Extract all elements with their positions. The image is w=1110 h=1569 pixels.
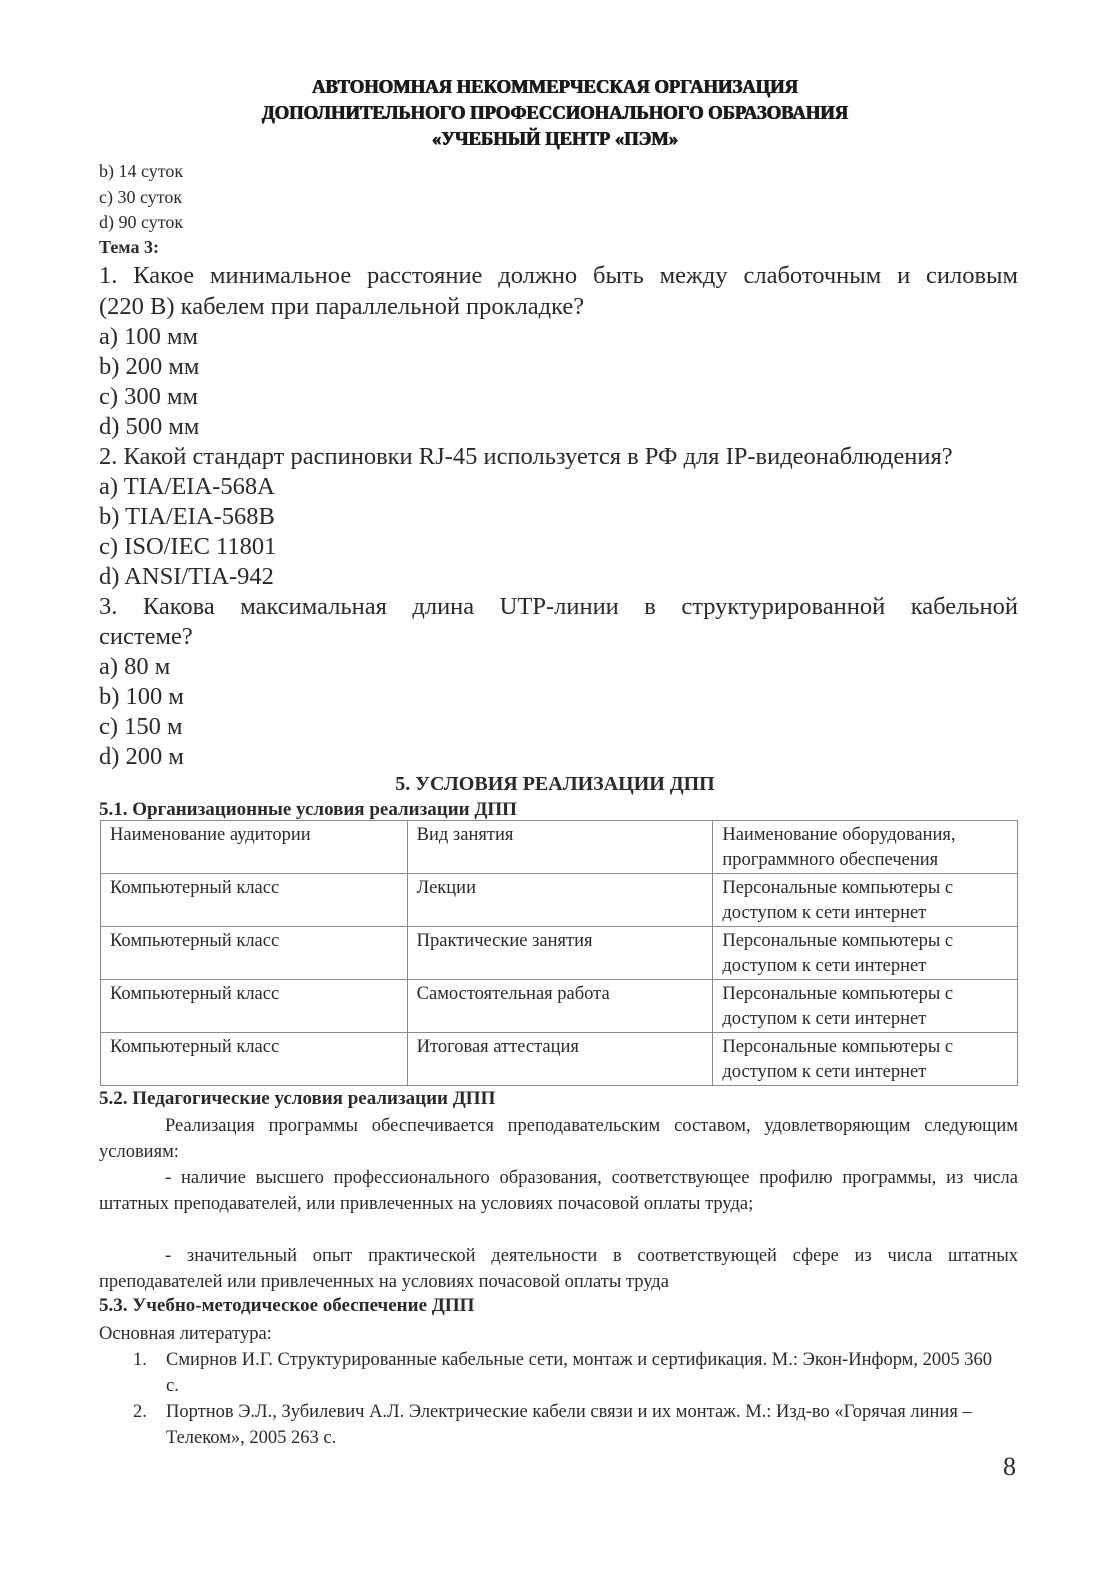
question-1-option-d: d) 500 мм bbox=[99, 413, 200, 440]
question-3-option-c: c) 150 м bbox=[99, 713, 183, 740]
section-5-3-title: 5.3. Учебно-методическое обеспечение ДПП bbox=[99, 1295, 475, 1316]
pedagogical-condition-1: - наличие высшего профессионального образования, соответствующее профилю программы, из числа штатных преподавателей, или привлеченных на условиях почасовой оплаты труда; bbox=[99, 1168, 1018, 1214]
table-header-row bbox=[101, 821, 1018, 874]
table-row bbox=[101, 980, 1018, 1033]
table-header-cell: Наименование оборудования, программного обеспечения bbox=[713, 821, 1018, 874]
literature-label: Основная литература: bbox=[99, 1324, 272, 1344]
table-header-cell: Наименование аудитории bbox=[101, 821, 408, 874]
table-cell-equipment: Персональные компьютеры с доступом к сети интернет bbox=[713, 927, 1018, 980]
table-cell-equipment: Персональные компьютеры с доступом к сети интернет bbox=[713, 874, 1018, 927]
question-3-line-1: 3. Какова максимальная длина UTP-линии в структурированной кабельной bbox=[99, 593, 1018, 620]
question-3-line-2: системе? bbox=[99, 623, 193, 650]
table-cell-room: Компьютерный класс bbox=[101, 1033, 408, 1086]
question-2-option-a: a) TIA/EIA-568A bbox=[99, 473, 275, 500]
prev-answer-b: b) 14 суток bbox=[99, 161, 184, 181]
org-header-line-2: ДОПОЛНИТЕЛЬНОГО ПРОФЕССИОНАЛЬНОГО ОБРАЗОВАНИЯ bbox=[261, 102, 849, 124]
table-cell-activity: Лекции bbox=[407, 874, 713, 927]
question-1-option-c: c) 300 мм bbox=[99, 383, 199, 410]
question-1-line-1: 1. Какое минимальное расстояние должно быть между слаботочным и силовым bbox=[99, 262, 1018, 289]
table-row bbox=[101, 1033, 1018, 1086]
table-header-cell: Вид занятия bbox=[407, 821, 713, 874]
table-cell-activity: Самостоятельная работа bbox=[407, 980, 713, 1033]
table-cell-room: Компьютерный класс bbox=[101, 980, 408, 1033]
organizational-conditions-table bbox=[100, 820, 1018, 1086]
table-row bbox=[101, 874, 1018, 927]
literature-item: Смирнов И.Г. Структурированные кабельные сети, монтаж и сертификация. М.: Экон-Информ, 2005 360 с. bbox=[166, 1350, 993, 1396]
table-row bbox=[101, 927, 1018, 980]
table-cell-equipment: Персональные компьютеры с доступом к сети интернет bbox=[713, 1033, 1018, 1086]
org-header-line-1: АВТОНОМНАЯ НЕКОММЕРЧЕСКАЯ ОРГАНИЗАЦИЯ bbox=[311, 76, 799, 98]
section-5-2-title: 5.2. Педагогические условия реализации ДПП bbox=[99, 1088, 496, 1109]
question-2-option-c: c) ISO/IEC 11801 bbox=[99, 533, 277, 560]
org-header-line-3: «УЧЕБНЫЙ ЦЕНТР «ПЭМ» bbox=[431, 128, 679, 150]
section-5-title: 5. УСЛОВИЯ РЕАЛИЗАЦИИ ДПП bbox=[395, 773, 715, 795]
question-2-line-1: 2. Какой стандарт распиновки RJ-45 используется в РФ для IP-видеонаблюдения? bbox=[99, 443, 953, 470]
question-1-line-2: (220 В) кабелем при параллельной прокладке? bbox=[99, 293, 585, 320]
pedagogical-condition-2: - значительный опыт практической деятельности в соответствующей сфере из числа штатных преподавателей или привлеченных на условиях почасовой оплаты труда bbox=[99, 1246, 1018, 1292]
section-5-1-title: 5.1. Организационные условия реализации ДПП bbox=[99, 799, 517, 820]
question-3-option-a: a) 80 м bbox=[99, 653, 171, 680]
prev-answer-c: c) 30 суток bbox=[99, 187, 183, 207]
table-cell-activity: Практические занятия bbox=[407, 927, 713, 980]
literature-item: Портнов Э.Л., Зубилевич А.Л. Электрические кабели связи и их монтаж. М.: Изд-во «Горячая линия – Телеком», 2005 263 с. bbox=[166, 1402, 972, 1448]
page-number: 8 bbox=[1003, 1452, 1016, 1481]
topic-title: Тема 3: bbox=[99, 237, 159, 257]
table-cell-room: Компьютерный класс bbox=[101, 874, 408, 927]
question-2-option-b: b) TIA/EIA-568B bbox=[99, 503, 275, 530]
literature-item-number: 1. bbox=[133, 1350, 147, 1370]
question-3-option-b: b) 100 м bbox=[99, 683, 184, 710]
table-cell-activity: Итоговая аттестация bbox=[407, 1033, 713, 1086]
question-1-option-a: a) 100 мм bbox=[99, 323, 199, 350]
question-1-option-b: b) 200 мм bbox=[99, 353, 200, 380]
literature-item-number: 2. bbox=[133, 1402, 147, 1422]
pedagogical-intro-paragraph: Реализация программы обеспечивается преподавательским составом, удовлетворяющим следующим условиям: bbox=[99, 1116, 1018, 1162]
table-cell-equipment: Персональные компьютеры с доступом к сети интернет bbox=[713, 980, 1018, 1033]
table-cell-room: Компьютерный класс bbox=[101, 927, 408, 980]
prev-answer-d: d) 90 суток bbox=[99, 212, 184, 232]
question-2-option-d: d) ANSI/TIA-942 bbox=[99, 563, 274, 590]
question-3-option-d: d) 200 м bbox=[99, 743, 184, 770]
